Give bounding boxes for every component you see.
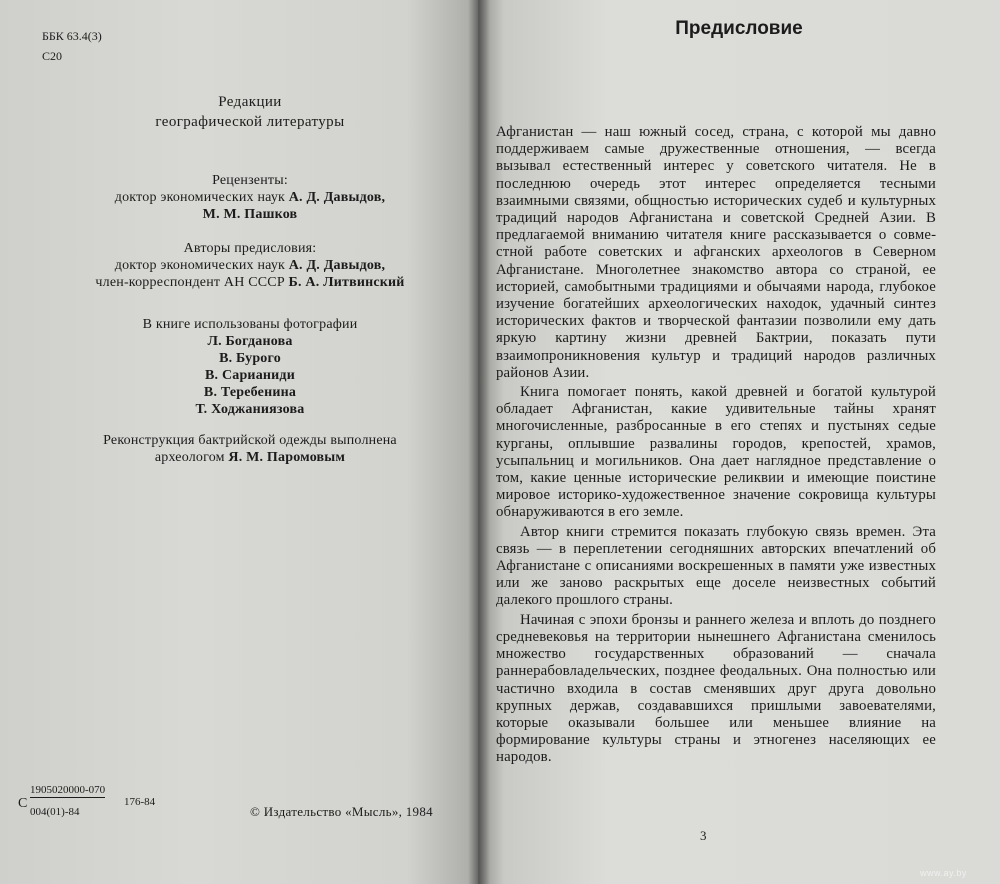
paragraph: Афганистан — наш южный сосед, страна, с которой мы давно поддерживаем самые дружественные отношения, — всегда вызывал естественный интерес у советского читателя. Не в последнюю очередь этот интерес определяется тесными взаимными связями, общностью исторических судеб и культурных традиций народов Афганистана и советской Средней Азии. В предлагаемой вниманию читателя книге рассказывается о совместной работе советских и афганских археологов в Северном Афганистане. Многолетнее знакомство автора со страной, ее историей, самобытными традициями и обычаями народа, глубокое изучение богатейших археологических находок, удачный синтез исторических фактов и творческой фантазии позволили ему дать яркую картину жизни древней Бактрии, показать пути взаимопроникновения культур и традиций народов различных районов Азии. — [496, 124, 936, 381]
catalog-denominator: 004(01)-84 — [30, 806, 80, 818]
authors-heading: Авторы предисловия: — [183, 241, 317, 256]
photographer-name: Л. Богданова — [207, 334, 293, 349]
reviewer-name: А. Д. Давыдов, — [288, 190, 386, 205]
editorial-line: географической литературы — [155, 114, 345, 130]
reconstruction-line: Реконструкция бактрийской одежды выполнена — [103, 433, 397, 448]
photographer-name: Т. Ходжаниязова — [195, 402, 305, 417]
author-mark: С20 — [42, 49, 63, 63]
photo-credits-heading: В книге использованы фотографии — [142, 317, 358, 332]
page-title: Предисловие — [675, 18, 803, 39]
author-title: член-корреспондент АН СССР — [95, 275, 289, 290]
reconstruction-line — [60, 449, 440, 466]
editorial-office — [60, 92, 440, 132]
author-title: доктор экономических наук — [114, 258, 289, 273]
author-name: Б. А. Литвинский — [288, 275, 405, 290]
reviewers-heading: Рецензенты: — [212, 173, 288, 188]
catalog-suffix: 176-84 — [124, 796, 156, 808]
reviewer-name: М. М. Пашков — [202, 207, 298, 222]
preface-text — [496, 124, 936, 769]
watermark: www.ay.by — [920, 868, 967, 878]
reviewer-line — [60, 189, 440, 206]
copyright-notice: © Издательство «Мысль», 1984 — [250, 804, 433, 819]
catalog-numerator: 1905020000-070 — [30, 784, 106, 796]
left-page — [0, 0, 478, 884]
author-name: А. Д. Давыдов, — [288, 258, 386, 273]
reviewer-line — [60, 206, 440, 223]
editorial-line: Редакции — [218, 94, 282, 110]
bbk-classification — [42, 26, 102, 66]
bbk-code: ББК 63.4(3) — [42, 29, 102, 43]
photographer-name: В. Теребенина — [203, 385, 297, 400]
paragraph: Книга помогает понять, какой древней и богатой культурой обладает Афганистан, какие удивительные тайны хранят многочисленные, разбросанные в его степях и пустынях седые курганы, оплывшие развалины городов, крепостей, храмов, усыпальниц и могильников. Она дает наглядное представление о том, какие ценные исторические реликвии и имеющие поистине мировое историко-художественное значение сокровища культуры обнаруживаются в его земле. — [496, 384, 936, 521]
reviewers-block — [60, 172, 440, 223]
reviewer-title: доктор экономических наук — [114, 190, 289, 205]
author-line — [60, 274, 440, 291]
author-line — [60, 257, 440, 274]
reconstruction-name: Я. М. Паромовым — [228, 450, 346, 465]
preface-authors-block — [60, 240, 440, 291]
book-gutter — [468, 0, 490, 884]
reconstruction-credit — [60, 432, 440, 466]
photographer-name: В. Сарианиди — [205, 368, 295, 383]
photographer-name: В. Бурого — [219, 351, 281, 366]
paragraph: Автор книги стремится показать глубокую связь времен. Эта связь — в переплетении сегодняшних авторских впечатлений об Афганистане с описаниями воскрешенных в памяти уже известных или же заново раскрытых еще доселе неизвестных событий далекого прошлого страны. — [496, 523, 936, 609]
reconstruction-title: археологом — [154, 450, 229, 465]
photo-credits-block — [60, 316, 440, 418]
paragraph: Начиная с эпохи бронзы и раннего железа и вплоть до позднего средневековья на территории нынешнего Афганистана сменилось множество государственных образований — сначала раннерабовладельческих, позднее феодальных. Она полностью или частично входила в состав сменявших друг друга довольно крупных держав, создававшихся пришлыми завоевателями, которые оказывали большее или меньшее влияние на формирование культуры страны и этногенез населяющих ее народов. — [496, 611, 936, 766]
page-number: 3 — [700, 828, 707, 843]
catalog-letter: С — [18, 796, 28, 811]
